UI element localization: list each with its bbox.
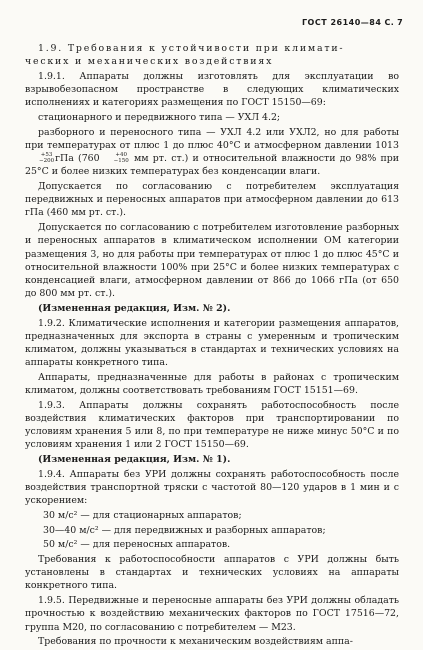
paragraph-strength: Требования по прочности к механическим воздействиям аппа- <box>38 636 353 648</box>
tolerance-lower: −200 <box>39 157 55 164</box>
paragraph-1-9-4: 1.9.4. Аппараты без УРИ должны сохранять работоспособность после воздействия транспортной тряски с частотой 80—120 ударов в 1 мин и с ускорением: <box>25 468 399 507</box>
page-header <box>302 18 403 27</box>
acceleration-mobile: 30—40 м/с² — для передвижных и разборных аппаратов; <box>43 524 326 536</box>
paragraph-allowed-2: Допускается по согласованию с потребителем изготовление разборных и переносных аппаратов в климатическом исполнении ОМ категории размещения 3, но для работы при температурах от плюс 1 до плюс 45°С и относительной влажности 100% при 25°С и более низких температурах с конденсацией влаги, атмосферном давлении от 866 до 1066 гПа (от 650 до 800 мм рт. ст.). <box>25 222 399 300</box>
paragraph-stationary: стационарного и передвижного типа — УХЛ 4.2; <box>38 112 281 124</box>
heading-line-2: ческих и механических воздействиях <box>25 56 274 68</box>
tolerance-upper: +53 <box>40 152 53 159</box>
portable-text-c: мм рт. ст.) и относительной влажности до 98% при 25°С и более низких температурах без конденсации влаги. <box>25 153 399 178</box>
revision-note-2: (Измененная редакция, Изм. № 2). <box>38 302 231 314</box>
page-number: С. 7 <box>384 18 403 27</box>
paragraph-allowed-1: Допускается по согласованию с потребителем эксплуатация передвижных и переносных аппаратов при атмосферном давлении до 613 гПа (460 мм рт. ст.). <box>25 181 399 219</box>
paragraph-portable <box>25 126 399 179</box>
section-heading-1-9 <box>25 42 399 68</box>
pressure-tolerance-mm <box>101 153 129 164</box>
tolerance-lower: −150 <box>113 157 129 164</box>
revision-note-1: (Измененная редакция, Изм. № 1). <box>38 454 231 466</box>
portable-text-b: гПа (760 <box>55 153 100 165</box>
standard-number: ГОСТ 26140—84 <box>301 18 382 27</box>
paragraph-1-9-5: 1.9.5. Передвижные и переносные аппараты без УРИ должны обладать прочностью к воздействию механических факторов по ГОСТ 17516—72, группа М20, по согласованию с потребителем — М23. <box>25 595 399 633</box>
paragraph-uri-requirements: Требования к работоспособности аппаратов с УРИ должны быть установлены в стандартах и технических условиях на аппараты конкретного типа. <box>25 554 399 592</box>
paragraph-1-9-1: 1.9.1. Аппараты должны изготовлять для эксплуатации во взрывобезопасном пространстве в следующих климатических исполнениях и категориях размещения по ГОСТ 15150—69: <box>25 70 399 109</box>
tolerance-upper: +40 <box>115 152 127 159</box>
paragraph-tropical: Аппараты, предназначенные для работы в районах с тропическим климатом, должны соответствовать требованиям ГОСТ 15151—69. <box>25 371 399 397</box>
pressure-tolerance-gpa <box>26 153 54 164</box>
paragraph-1-9-3: 1.9.3. Аппараты должны сохранять работоспособность после воздействия климатических факторов при транспортировании по условиям хранения 5 или 8, по при температуре не ниже минус 50°С и по условиям хранения 1 или 2 ГОСТ 15150—69. <box>25 399 399 451</box>
heading-line-1: 1.9. Требования к устойчивости при климати- <box>38 43 345 54</box>
document-body <box>25 42 399 650</box>
portable-text-a: разборного и переносного типа — УХЛ 4.2 или УХЛ2, но для работы при температурах от плюс 1 до плюс 40°С и атмосферном давлении 1013 <box>25 126 399 151</box>
acceleration-stationary: 30 м/с² — для стационарных аппаратов; <box>43 509 242 521</box>
paragraph-1-9-2: 1.9.2. Климатические исполнения и категории размещения аппаратов, предназначенных для экспорта в страны с умеренным и тропическим климатом, должны указываться в стандартах и технических условиях на аппараты конкретного типа. <box>25 317 399 369</box>
acceleration-portable: 50 м/с² — для переносных аппаратов. <box>43 539 231 551</box>
